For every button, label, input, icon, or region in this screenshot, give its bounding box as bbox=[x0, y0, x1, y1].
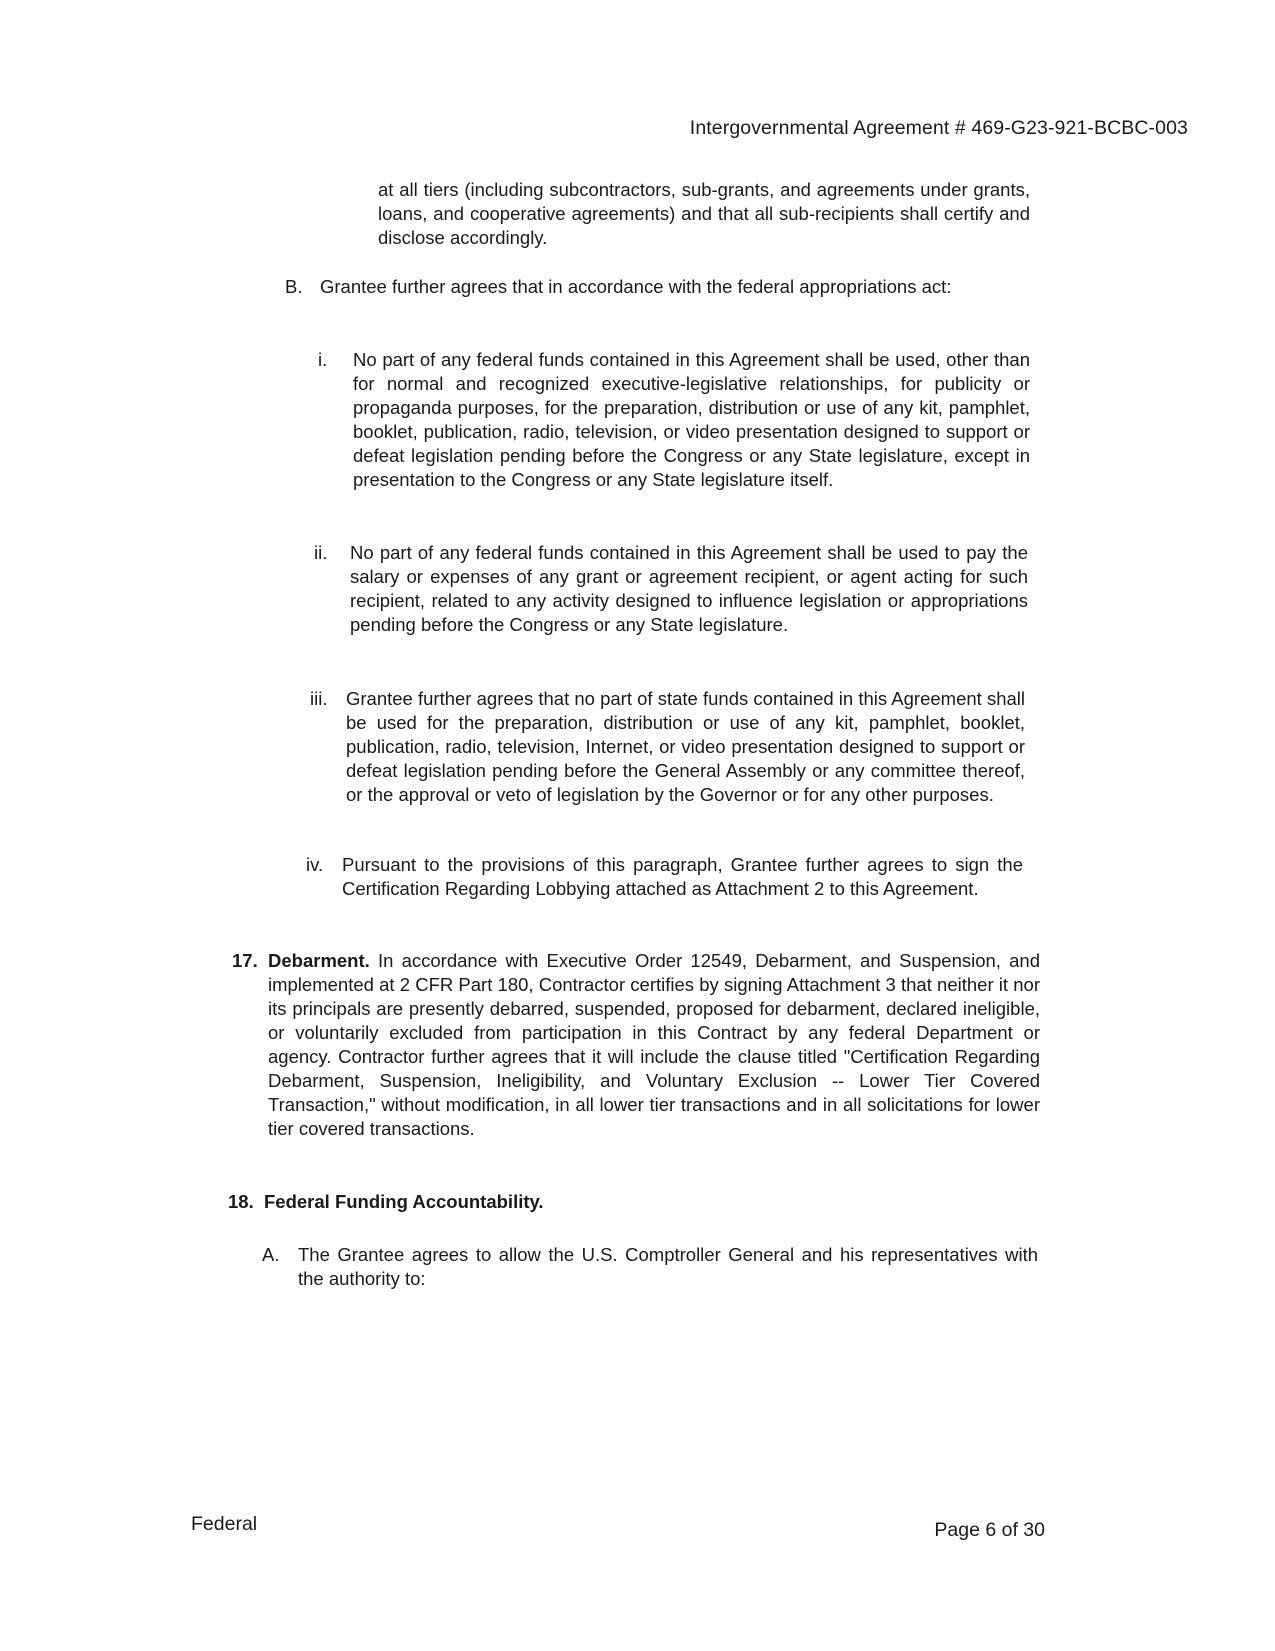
item-iv-text: Pursuant to the provisions of this paragraph, Grantee further agrees to sign the Certification Regarding Lobbying attached as Attachment 2 to this Agreement. bbox=[342, 854, 1023, 899]
page-number: Page 6 of 30 bbox=[934, 1519, 1045, 1541]
item-iv-marker: iv. bbox=[306, 854, 324, 875]
section-18-number: 18. bbox=[228, 1191, 254, 1212]
item-iii-marker: iii. bbox=[310, 688, 328, 709]
agreement-number-header: Intergovernmental Agreement # 469-G23-921-BCBC-003 bbox=[689, 117, 1188, 139]
section-17-text: In accordance with Executive Order 12549, Debarment, and Suspension, and implemented at 2 CFR Part 180, Contractor certifies by signing Attachment 3 that neither it nor its principals are presently debarred, suspended, proposed for debarment, declared ineligible, or voluntarily excluded from participation in this Contract by any federal Department or agency. Contractor further agrees that it will include the clause titled "Certification Regarding Debarment, Suspension, Ineligibility, and Voluntary Exclusion -- Lower Tier Covered Transaction," without modification, in all lower tier transactions and in all solicitations for lower tier covered transactions. bbox=[268, 950, 1040, 1139]
section-b-marker: B. bbox=[285, 276, 303, 297]
section-17-number: 17. bbox=[232, 950, 258, 971]
section-17-title: Debarment. bbox=[268, 950, 370, 971]
item-i-text: No part of any federal funds contained in this Agreement shall be used, other than for normal and recognized executive-legislative relationships, for publicity or propaganda purposes, for the preparation, distribution or use of any kit, pamphlet, booklet, publication, radio, television, or video presentation designed to support or defeat legislation pending before the Congress or any State legislature, except in presentation to the Congress or any State legislature itself. bbox=[353, 349, 1030, 490]
item-ii-marker: ii. bbox=[314, 542, 328, 563]
section-b-text: Grantee further agrees that in accordance with the federal appropriations act: bbox=[320, 276, 952, 297]
section-17-paragraph bbox=[268, 949, 1040, 1141]
section-18-a-marker: A. bbox=[262, 1244, 280, 1265]
continuation-paragraph: at all tiers (including subcontractors, sub-grants, and agreements under grants, loans, and cooperative agreements) and that all sub-recipients shall certify and disclose accordingly. bbox=[378, 179, 1030, 248]
footer-label: Federal bbox=[191, 1513, 258, 1535]
section-18-a-text: The Grantee agrees to allow the U.S. Comptroller General and his representatives with the authority to: bbox=[298, 1244, 1038, 1289]
item-iii-text: Grantee further agrees that no part of state funds contained in this Agreement shall be used for the preparation, distribution or use of any kit, pamphlet, booklet, publication, radio, television, Internet, or video presentation designed to support or defeat legislation pending before the General Assembly or any committee thereof, or the approval or veto of legislation by the Governor or for any other purposes. bbox=[346, 688, 1025, 805]
item-i-marker: i. bbox=[318, 349, 328, 370]
item-ii-text: No part of any federal funds contained in this Agreement shall be used to pay the salary or expenses of any grant or agreement recipient, or agent acting for such recipient, related to any activity designed to influence legislation or appropriations pending before the Congress or any State legislature. bbox=[350, 542, 1028, 635]
section-18-title: Federal Funding Accountability. bbox=[264, 1191, 544, 1212]
